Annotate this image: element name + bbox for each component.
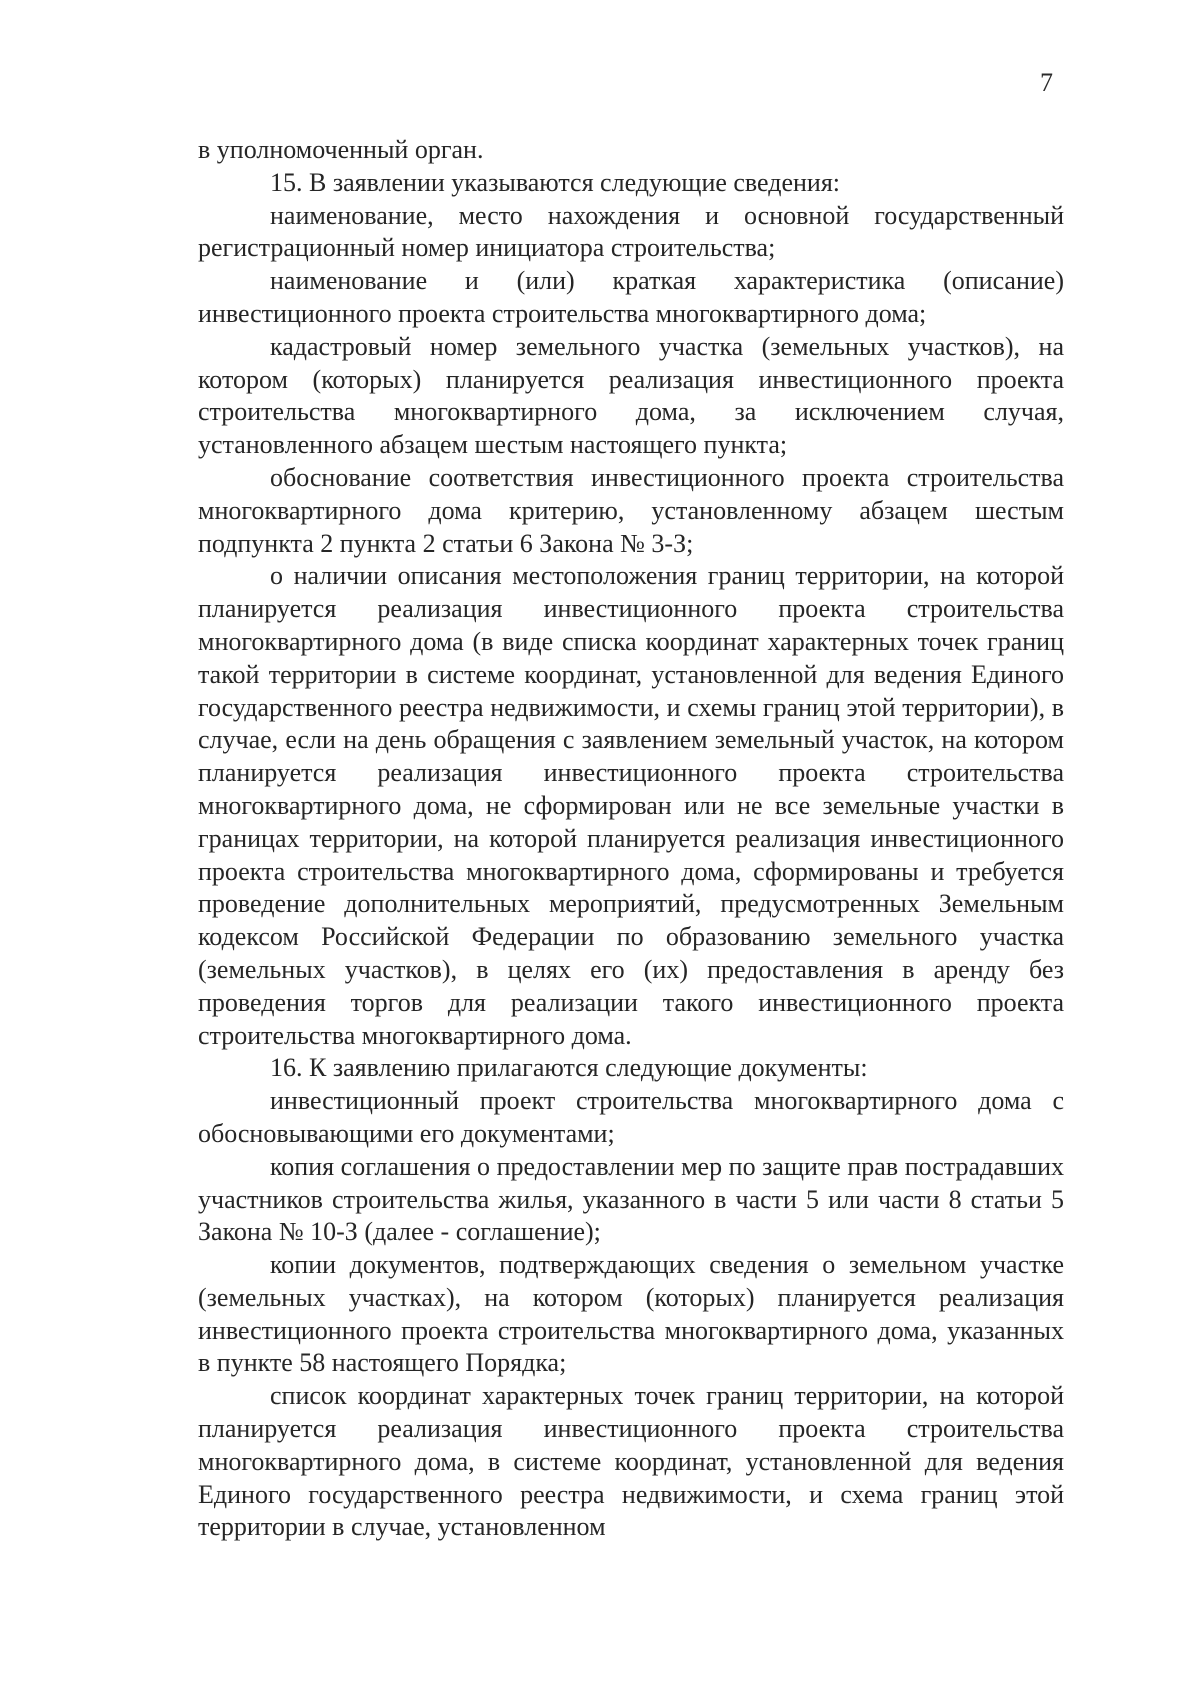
paragraph-project-description: наименование и (или) краткая характеристика (описание) инвестиционного проекта строительства многоквартирного дома; <box>198 266 1064 328</box>
paragraph-territory-boundaries: о наличии описания местоположения границ территории, на которой планируется реализация инвестиционного проекта строительства многоквартирного дома (в виде списка координат характерных точек границ такой территории в системе координат, установленной для ведения Единого государственного реестра недвижимости, и схемы границ этой территории), в случае, если на день обращения с заявлением земельный участок, на котором планируется реализация инвестиционного проекта строительства многоквартирного дома, не сформирован или не все земельные участки в границах территории, на которой планируется реализация инвестиционного проекта строительства многоквартирного дома, сформированы и требуется проведение дополнительных мероприятий, предусмотренных Земельным кодексом Российской Федерации по образованию земельного участка (земельных участков), в целях его (их) предоставления в аренду без проведения торгов для реализации такого инвестиционного проекта строительства многоквартирного дома. <box>198 561 1064 1050</box>
paragraph-agreement-copy: копия соглашения о предоставлении мер по защите прав пострадавших участников строительства жилья, указанного в части 5 или части 8 статьи 5 Закона № 10-З (далее - соглашение); <box>198 1151 1064 1247</box>
paragraph-investment-project: инвестиционный проект строительства многоквартирного дома с обосновывающими его документами; <box>198 1086 1064 1148</box>
page-number: 7 <box>1040 68 1053 97</box>
paragraph-item-15-heading: 15. В заявлении указываются следующие сведения: <box>270 167 841 197</box>
paragraph-item-16-heading: 16. К заявлению прилагаются следующие документы: <box>270 1053 868 1083</box>
document-body <box>198 134 1064 1544</box>
paragraph-applicant-name: наименование, место нахождения и основной государственный регистрационный номер инициатора строительства; <box>198 200 1064 263</box>
paragraph-continuation: в уполномоченный орган. <box>198 135 484 164</box>
paragraph-land-documents: копии документов, подтверждающих сведения о земельном участке (земельных участках), на котором (которых) планируется реализация инвестиционного проекта строительства многоквартирного дома, указанных в пункте 58 настоящего Порядка; <box>198 1250 1064 1378</box>
paragraph-cadastral-number: кадастровый номер земельного участка (земельных участков), на котором (которых) планируется реализация инвестиционного проекта строительства многоквартирного дома, за исключением случая, установленного абзацем шестым настоящего пункта; <box>198 331 1064 460</box>
paragraph-coordinates-list: список координат характерных точек границ территории, на которой планируется реализация инвестиционного проекта строительства многоквартирного дома, в системе координат, установленной для ведения Единого государственного реестра недвижимости, и схема границ этой территории в случае, установленном <box>198 1381 1064 1542</box>
paragraph-justification: обоснование соответствия инвестиционного проекта строительства многоквартирного дома критерию, установленному абзацем шестым подпункта 2 пункта 2 статьи 6 Закона № 3-З; <box>198 462 1064 558</box>
